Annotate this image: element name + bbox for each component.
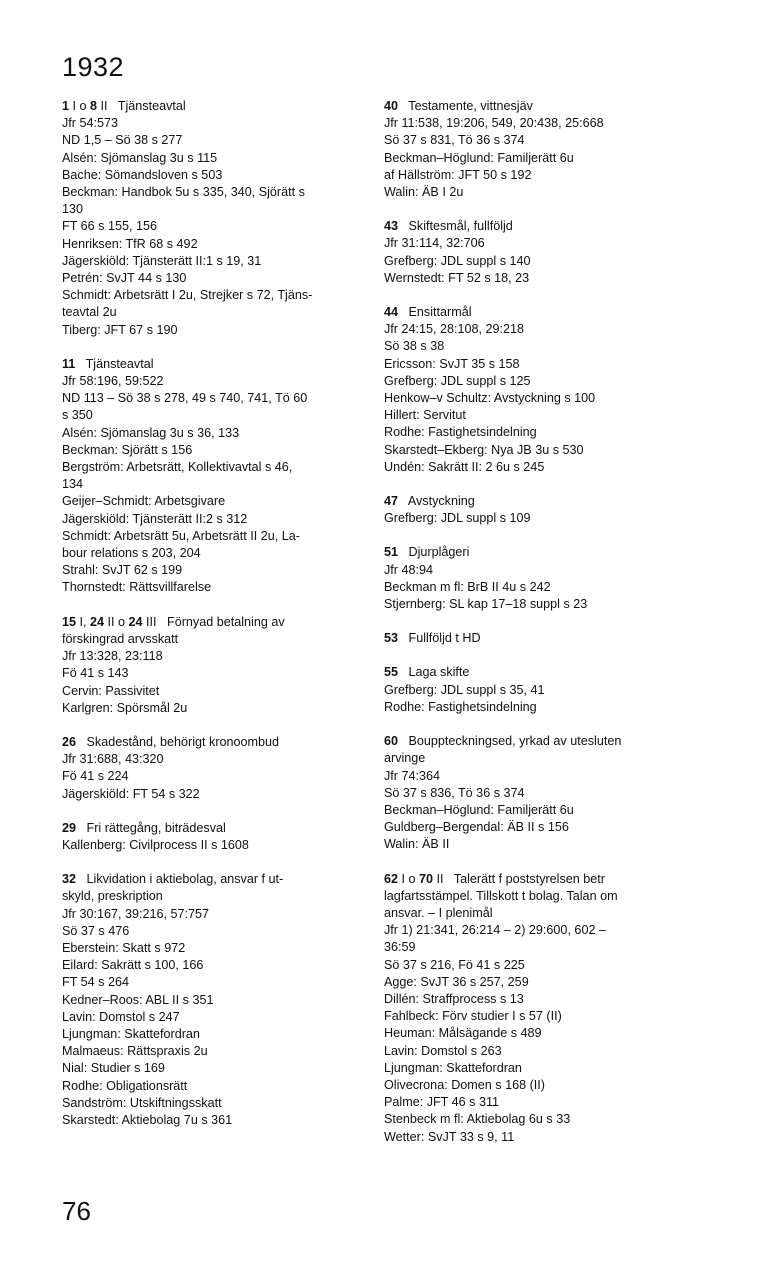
entry-line: Alsén: Sjömanslag 3u s 115 [62, 150, 218, 165]
entry-line: Stjernberg: SL kap 17–18 suppl s 23 [384, 597, 588, 612]
entry-line: Bergström: Arbetsrätt, Kollektivavtal s 46, [62, 460, 293, 475]
entry-line: Cervin: Passivitet [62, 683, 160, 698]
entry-line: Jfr 31:688, 43:320 [62, 752, 164, 767]
entry-heading: 1 I o 8 II Tjänsteavtal [62, 99, 186, 113]
entry-heading: 15 I, 24 II o 24 III Förnyad betalning av [62, 614, 285, 629]
entry-line: skyld, preskription [62, 889, 163, 904]
entry-line: Henriksen: TfR 68 s 492 [62, 236, 198, 251]
entry-line: Fö 41 s 224 [62, 769, 129, 784]
entry-line: Grefberg: JDL suppl s 140 [384, 253, 531, 268]
entry-line: ND 113 – Sö 38 s 278, 49 s 740, 741, Tö 60 [62, 391, 308, 406]
page-number: 76 [62, 1196, 91, 1226]
entry-line: Malmaeus: Rättspraxis 2u [62, 1044, 208, 1059]
entry-line: Jägerskiöld: Tjänsterätt II:1 s 19, 31 [62, 253, 262, 268]
entry-line: Sandström: Utskiftningsskatt [62, 1095, 222, 1110]
entry-line: Jfr 13:328, 23:118 [62, 649, 163, 664]
entry-line: Undén: Sakrätt II: 2 6u s 245 [384, 459, 545, 474]
entry-line: Bache: Sömandsloven s 503 [62, 167, 223, 182]
entry-line: Walin: ÄB I 2u [384, 185, 464, 200]
entry-line: Schmidt: Arbetsrätt 5u, Arbetsrätt II 2u, La- [62, 528, 300, 543]
entry-line: Thornstedt: Rättsvillfarelse [62, 580, 212, 595]
entry-line: Ericsson: SvJT 35 s 158 [384, 356, 520, 371]
entry-line: Lavin: Domstol s 263 [384, 1043, 502, 1058]
entry-line: af Hällström: JFT 50 s 192 [384, 167, 532, 182]
entry-heading: 62 I o 70 II Talerätt f poststyrelsen betr [384, 871, 605, 886]
entry-heading: 32 Likvidation i aktiebolag, ansvar f ut- [62, 872, 284, 887]
entry [384, 544, 684, 613]
entry-line: FT 54 s 264 [62, 975, 129, 990]
entry-line: Dillén: Straffprocess s 13 [384, 991, 524, 1006]
entry [384, 304, 684, 476]
entry-line: Beckman: Handbok 5u s 335, 340, Sjörätt s [62, 185, 305, 200]
entry-heading: 60 Bouppteckningsed, yrkad av utesluten [384, 734, 622, 749]
entry-line: Jfr 54:573 [62, 116, 119, 131]
entry-line: Schmidt: Arbetsrätt I 2u, Strejker s 72, Tjäns- [62, 288, 313, 303]
entry-line: Jfr 24:15, 28:108, 29:218 [384, 322, 525, 337]
entry [62, 871, 372, 1129]
entry-line: Heuman: Målsägande s 489 [384, 1026, 542, 1041]
entry-line: Jfr 31:114, 32:706 [384, 236, 485, 251]
entry [384, 733, 684, 853]
entry [62, 98, 372, 339]
entry-line: Lavin: Domstol s 247 [62, 1009, 180, 1024]
left-column [62, 98, 372, 1146]
entry-line: Agge: SvJT 36 s 257, 259 [384, 974, 529, 989]
page-year: 1932 [62, 52, 125, 82]
entry-line: Jfr 30:167, 39:216, 57:757 [62, 906, 210, 921]
entry [62, 356, 372, 597]
entry-line: Tiberg: JFT 67 s 190 [62, 322, 178, 337]
entry-line: Nial: Studier s 169 [62, 1061, 165, 1076]
entry-line: Ljungman: Skattefordran [384, 1060, 522, 1075]
entry [384, 871, 684, 1146]
entry-line: teavtal 2u [62, 305, 117, 320]
entry-line: Grefberg: JDL suppl s 35, 41 [384, 682, 545, 697]
entry-line: arvinge [384, 751, 426, 766]
entry-line: ND 1,5 – Sö 38 s 277 [62, 133, 183, 148]
entry-line: Guldberg–Bergendal: ÄB II s 156 [384, 820, 569, 835]
entry-line: Jfr 74:364 [384, 768, 441, 783]
entry-line: Skarstedt–Ekberg: Nya JB 3u s 530 [384, 442, 584, 457]
entry-line: s 350 [62, 408, 93, 423]
entry-line: Jägerskiöld: Tjänsterätt II:2 s 312 [62, 511, 248, 526]
entry-line: Palme: JFT 46 s 311 [384, 1095, 500, 1110]
entry-line: Walin: ÄB II [384, 837, 450, 852]
entry-line: Strahl: SvJT 62 s 199 [62, 563, 183, 578]
entry-line: Sö 37 s 216, Fö 41 s 225 [384, 957, 525, 972]
entry-line: Henkow–v Schultz: Avstyckning s 100 [384, 391, 596, 406]
entry-line: Skarstedt: Aktiebolag 7u s 361 [62, 1112, 233, 1127]
entry-line: Rodhe: Fastighetsindelning [384, 699, 537, 714]
entry [384, 98, 684, 201]
entry-line: Grefberg: JDL suppl s 109 [384, 511, 531, 526]
entry-line: Eberstein: Skatt s 972 [62, 940, 186, 955]
entry [62, 614, 372, 717]
entry-line: Jägerskiöld: FT 54 s 322 [62, 786, 200, 801]
entry-line: Wetter: SvJT 33 s 9, 11 [384, 1129, 515, 1144]
entry-line: 36:59 [384, 940, 416, 955]
entry-line: Fö 41 s 143 [62, 666, 129, 681]
entry-line: Wernstedt: FT 52 s 18, 23 [384, 270, 530, 285]
entry-line: Eilard: Sakrätt s 100, 166 [62, 958, 204, 973]
entry-line: Fahlbeck: Förv studier I s 57 (II) [384, 1009, 562, 1024]
entry-heading: 55 Laga skifte [384, 665, 470, 680]
entry-line: Grefberg: JDL suppl s 125 [384, 373, 531, 388]
right-column [384, 98, 684, 1163]
entry [384, 630, 684, 647]
entry-line: FT 66 s 155, 156 [62, 219, 157, 234]
entry [384, 664, 684, 716]
entry-line: Beckman–Höglund: Familjerätt 6u [384, 150, 574, 165]
entry-line: bour relations s 203, 204 [62, 546, 201, 561]
entry-line: Hillert: Servitut [384, 408, 466, 423]
entry-heading: 47 Avstyckning [384, 494, 475, 509]
entry-line: Rodhe: Obligationsrätt [62, 1078, 188, 1093]
entry-line: Sö 38 s 38 [384, 339, 445, 354]
entry-line: 130 [62, 202, 84, 217]
entry-line: Beckman–Höglund: Familjerätt 6u [384, 802, 574, 817]
entry-heading: 29 Fri rättegång, biträdesval [62, 820, 226, 835]
entry-line: ansvar. – I plenimål [384, 905, 493, 920]
entry-line: Beckman m fl: BrB II 4u s 242 [384, 579, 551, 594]
entry-line: Jfr 58:196, 59:522 [62, 374, 164, 389]
entry-line: Kallenberg: Civilprocess II s 1608 [62, 837, 249, 852]
entry-line: Kedner–Roos: ABL II s 351 [62, 992, 214, 1007]
entry-heading: 43 Skiftesmål, fullföljd [384, 219, 513, 234]
entry-line: Rodhe: Fastighetsindelning [384, 425, 537, 440]
entry-heading: 51 Djurplågeri [384, 545, 470, 560]
entry [384, 218, 684, 287]
entry-heading: 40 Testamente, vittnesjäv [384, 99, 533, 113]
entry-line: Sö 37 s 476 [62, 923, 130, 938]
entry-line: Karlgren: Spörsmål 2u [62, 700, 188, 715]
entry-line: Sö 37 s 831, Tö 36 s 374 [384, 133, 525, 148]
entry-line: Jfr 1) 21:341, 26:214 – 2) 29:600, 602 – [384, 923, 606, 938]
entry [62, 820, 372, 854]
entry-heading: 53 Fullföljd t HD [384, 631, 481, 646]
entry-line: lagfartsstämpel. Tillskott t bolag. Talan om [384, 888, 618, 903]
entry-heading: 11 Tjänsteavtal [62, 356, 154, 371]
entry-line: Jfr 48:94 [384, 562, 434, 577]
entry-heading: 26 Skadestånd, behörigt kronoombud [62, 734, 280, 749]
entry-line: Beckman: Sjörätt s 156 [62, 442, 193, 457]
entry-heading: 44 Ensittarmål [384, 305, 472, 320]
entry-line: Petrén: SvJT 44 s 130 [62, 271, 187, 286]
entry-line: Ljungman: Skattefordran [62, 1026, 200, 1041]
entry-line: Stenbeck m fl: Aktiebolag 6u s 33 [384, 1112, 571, 1127]
entry-line: Geijer–Schmidt: Arbetsgivare [62, 494, 226, 509]
entry-line: 134 [62, 477, 84, 492]
entry-line: förskingrad arvsskatt [62, 631, 179, 646]
entry-line: Jfr 11:538, 19:206, 549, 20:438, 25:668 [384, 116, 604, 131]
entry-line: Alsén: Sjömanslag 3u s 36, 133 [62, 425, 240, 440]
entry [384, 493, 684, 527]
entry-line: Sö 37 s 836, Tö 36 s 374 [384, 785, 525, 800]
entry-line: Olivecrona: Domen s 168 (II) [384, 1077, 545, 1092]
entry [62, 734, 372, 803]
